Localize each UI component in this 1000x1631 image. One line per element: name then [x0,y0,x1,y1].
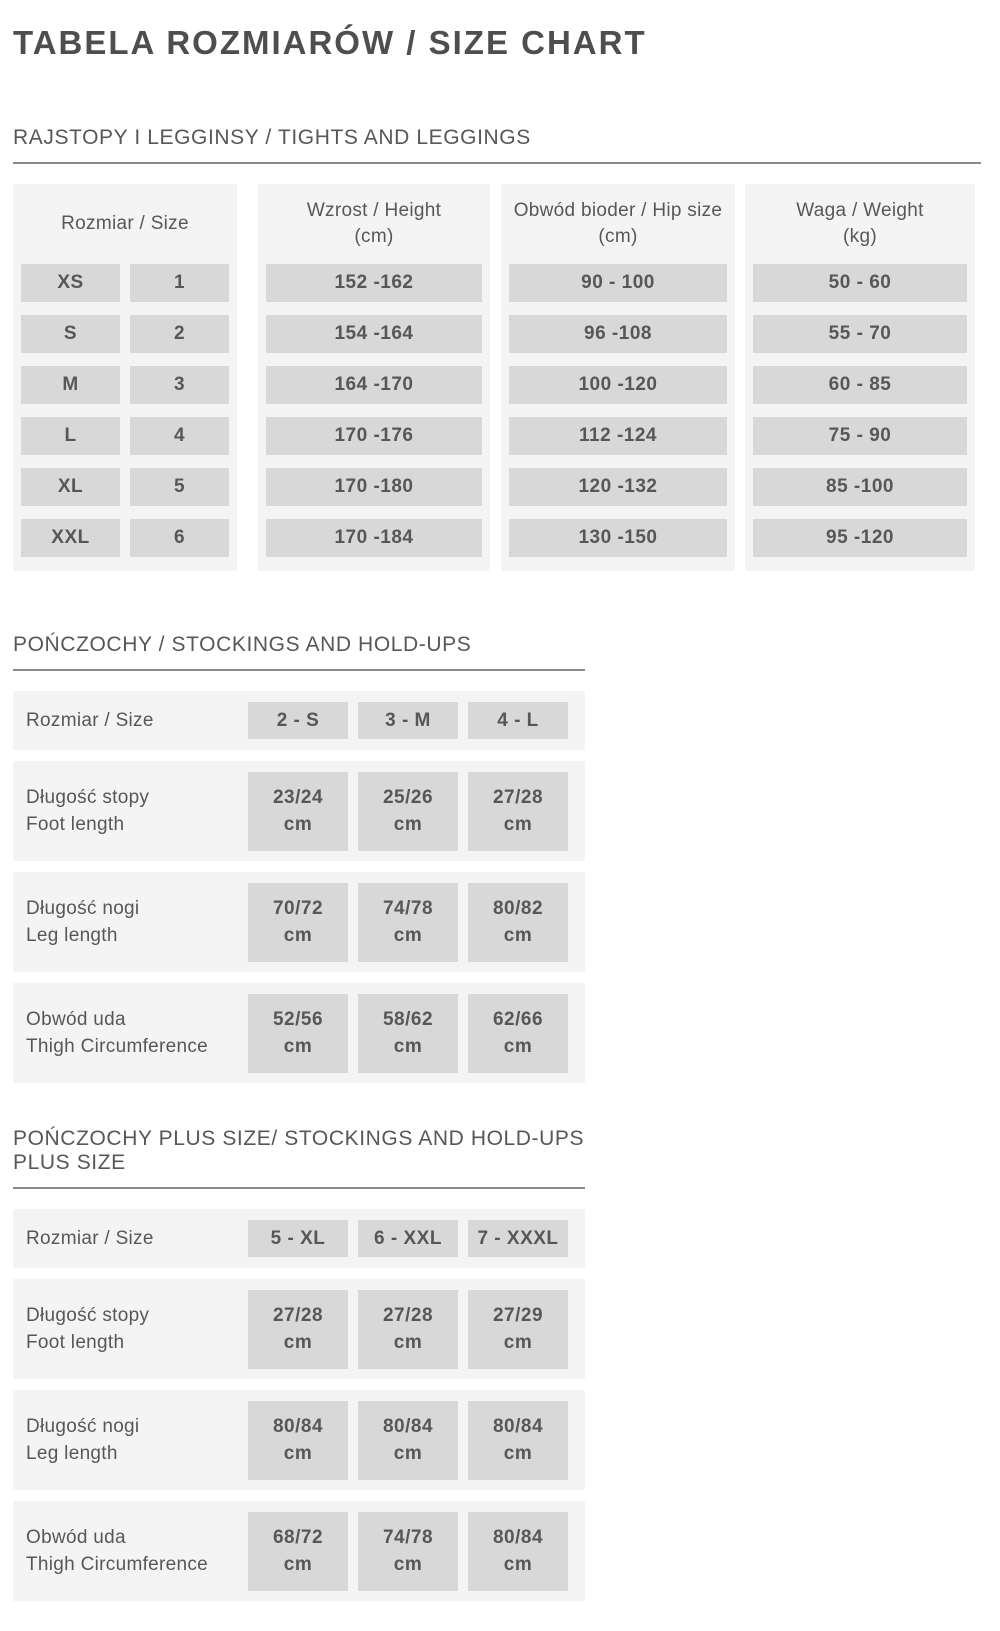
measure-value: 27/28 [272,1305,324,1326]
column-title: Waga / Weight [796,200,924,221]
size-number-cell: 6 [130,519,229,557]
unit-label: cm [503,1443,533,1464]
column-title: Wzrost / Height [306,200,442,221]
weight-cells [753,264,967,557]
row-label [13,1413,248,1467]
measure-value-cell [248,994,348,1073]
section-heading-stockings: POŃCZOCHY / STOCKINGS AND HOLD-UPS [13,633,585,671]
unit-label: cm [283,1443,313,1464]
row-label: Rozmiar / Size [26,1228,154,1249]
measure-value: 80/84 [492,1527,544,1548]
row-label-en: Thigh Circumference [26,1036,209,1057]
hip-cell: 90 - 100 [509,264,727,302]
unit-label: cm [503,1036,533,1057]
row-label-en: Thigh Circumference [26,1554,209,1575]
column-title: Rozmiar / Size [61,213,189,234]
hip-column-header [509,184,727,264]
measure-value: 25/26 [382,787,434,808]
height-column-header [266,184,482,264]
size-number-cell: 5 [130,468,229,506]
size-value-cell: 4 - L [468,702,568,739]
measure-value-cell [358,1401,458,1480]
measure-value: 27/29 [492,1305,544,1326]
height-cells [266,264,482,557]
measure-value: 74/78 [382,898,434,919]
measure-value: 23/24 [272,787,324,808]
measure-value-cell [358,883,458,962]
unit-label: cm [393,1332,423,1353]
stockings-thigh-row [13,983,585,1083]
size-column-panel [13,184,237,571]
height-column-panel [258,184,490,571]
measure-value-cell [468,1401,568,1480]
row-label [13,1006,248,1060]
unit-label: cm [393,1554,423,1575]
stockings-foot-length-row [13,761,585,861]
measure-value: 62/66 [492,1009,544,1030]
size-cell: S [21,315,120,353]
unit-label: cm [393,1036,423,1057]
row-label-en: Leg length [26,1443,118,1464]
size-cell: XL [21,468,120,506]
plus-size-row [13,1209,585,1268]
height-cell: 170 -176 [266,417,482,455]
measure-value: 68/72 [272,1527,324,1548]
weight-cell: 50 - 60 [753,264,967,302]
hip-cell: 100 -120 [509,366,727,404]
unit-label: cm [503,1332,533,1353]
measure-value-cell [468,883,568,962]
size-number-cell: 1 [130,264,229,302]
row-label [13,895,248,949]
plus-thigh-row [13,1501,585,1601]
measure-value-cell [358,1512,458,1591]
unit-label: cm [503,1554,533,1575]
row-label-pl: Długość stopy [26,1305,150,1326]
row-label [13,1302,248,1356]
hip-cell: 120 -132 [509,468,727,506]
measure-value: 80/84 [382,1416,434,1437]
page-title: TABELA ROZMIARÓW / SIZE CHART [13,24,647,61]
measure-value: 27/28 [492,787,544,808]
height-cell: 170 -180 [266,468,482,506]
unit-label: cm [283,1554,313,1575]
row-label-pl: Długość nogi [26,1416,140,1437]
size-value-cell: 2 - S [248,702,348,739]
weight-cell: 85 -100 [753,468,967,506]
hip-column-panel [501,184,735,571]
row-label-pl: Obwód uda [26,1009,126,1030]
column-unit: (cm) [598,226,638,247]
measure-value: 70/72 [272,898,324,919]
measure-value: 27/28 [382,1305,434,1326]
size-number-cell: 4 [130,417,229,455]
unit-label: cm [393,925,423,946]
measure-value-cell [248,1512,348,1591]
measure-value-cell [248,772,348,851]
row-label [13,784,248,838]
measure-value-cell [248,883,348,962]
weight-cell: 55 - 70 [753,315,967,353]
column-unit: (kg) [843,226,877,247]
size-cell: XS [21,264,120,302]
weight-cell: 75 - 90 [753,417,967,455]
measure-value-cell [468,1290,568,1369]
unit-label: cm [283,1036,313,1057]
size-subcolumns [21,264,229,557]
unit-label: cm [503,925,533,946]
size-value-cell: 6 - XXL [358,1220,458,1257]
size-cell: XXL [21,519,120,557]
row-label-en: Foot length [26,1332,125,1353]
size-value-cell: 5 - XL [248,1220,348,1257]
measure-value-cell [468,1512,568,1591]
row-label-pl: Obwód uda [26,1527,126,1548]
row-label-en: Foot length [26,814,125,835]
size-cell: L [21,417,120,455]
size-number-cell: 3 [130,366,229,404]
plus-foot-length-row [13,1279,585,1379]
size-number-cell: 2 [130,315,229,353]
measure-value: 52/56 [272,1009,324,1030]
size-number-column [130,264,229,557]
row-label: Rozmiar / Size [26,710,154,731]
weight-cell: 60 - 85 [753,366,967,404]
measure-value-cell [358,1290,458,1369]
size-value-cell: 3 - M [358,702,458,739]
size-column-header [21,184,229,264]
measure-value-cell [358,772,458,851]
column-unit: (cm) [354,226,394,247]
unit-label: cm [393,1443,423,1464]
unit-label: cm [283,925,313,946]
height-cell: 154 -164 [266,315,482,353]
unit-label: cm [283,814,313,835]
stockings-leg-length-row [13,872,585,972]
tights-size-table [13,184,1000,571]
hip-cell: 96 -108 [509,315,727,353]
measure-value: 80/84 [272,1416,324,1437]
plus-leg-length-row [13,1390,585,1490]
height-cell: 164 -170 [266,366,482,404]
height-cell: 152 -162 [266,264,482,302]
hip-cell: 112 -124 [509,417,727,455]
weight-column-panel [745,184,975,571]
measure-value: 80/84 [492,1416,544,1437]
size-cell: M [21,366,120,404]
size-letter-column [21,264,120,557]
row-label [13,1524,248,1578]
measure-value-cell [468,994,568,1073]
column-title: Obwód bioder / Hip size [513,200,723,221]
hip-cell: 130 -150 [509,519,727,557]
measure-value-cell [248,1290,348,1369]
row-label-en: Leg length [26,925,118,946]
measure-value-cell [468,772,568,851]
unit-label: cm [503,814,533,835]
row-label-pl: Długość nogi [26,898,140,919]
weight-column-header [753,184,967,264]
measure-value: 80/82 [492,898,544,919]
row-label-pl: Długość stopy [26,787,150,808]
size-value-cell: 7 - XXXL [468,1220,568,1257]
section-heading-tights: RAJSTOPY I LEGGINSY / TIGHTS AND LEGGINGS [13,126,981,164]
measure-value-cell [248,1401,348,1480]
measure-value: 74/78 [382,1527,434,1548]
weight-cell: 95 -120 [753,519,967,557]
measure-value-cell [358,994,458,1073]
section-heading-stockings-plus: POŃCZOCHY PLUS SIZE/ STOCKINGS AND HOLD-UPS PLUS SIZE [13,1127,585,1189]
measure-value: 58/62 [382,1009,434,1030]
unit-label: cm [393,814,423,835]
hip-cells [509,264,727,557]
height-cell: 170 -184 [266,519,482,557]
stockings-size-row [13,691,585,750]
unit-label: cm [283,1332,313,1353]
